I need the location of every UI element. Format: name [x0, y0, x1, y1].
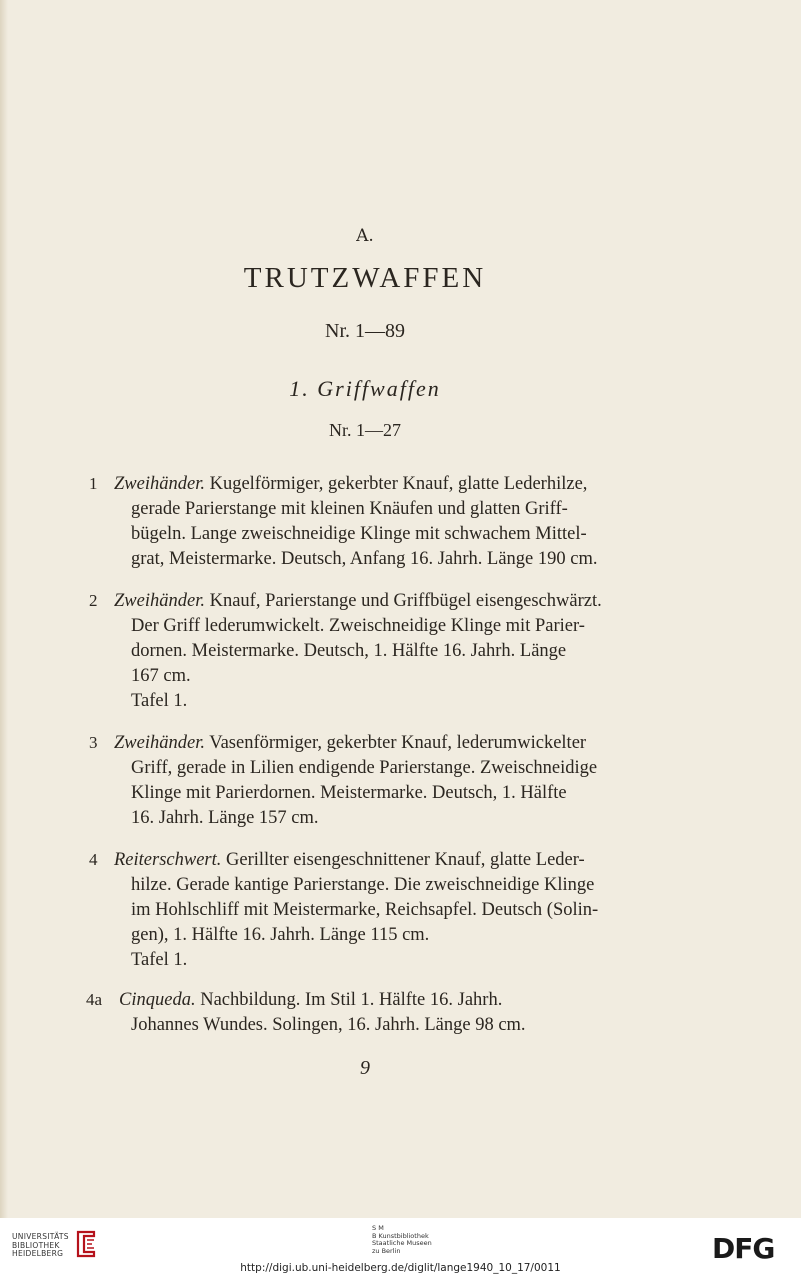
entry-first-line — [114, 733, 586, 754]
entry-name: Zweihänder. — [114, 591, 205, 611]
entry-name: Reiterschwert. — [114, 850, 222, 870]
entry-first-line — [114, 850, 585, 871]
entry-line: bügeln. Lange zweischneidige Klinge mit schwachem Mittel- — [131, 524, 587, 544]
entry-line: hilze. Gerade kantige Parierstange. Die zweischneidige Klinge — [131, 875, 595, 895]
entry-first-line — [119, 990, 502, 1011]
entry-first-line — [114, 591, 602, 612]
entry-number: 4a — [86, 990, 103, 1009]
entry-line: gerade Parierstange mit kleinen Knäufen und glatten Griff- — [131, 499, 568, 519]
entry-text: Knauf, Parierstange und Griffbügel eisengeschwärzt. — [204, 591, 602, 611]
entry-line: Klinge mit Parierdornen. Meistermarke. Deutsch, 1. Hälfte — [131, 783, 567, 803]
plate-reference: Tafel 1. — [131, 691, 188, 711]
entry-name: Zweihänder. — [114, 733, 205, 753]
entry-line: dornen. Meistermarke. Deutsch, 1. Hälfte 16. Jahrh. Länge — [131, 641, 567, 661]
entry-first-line — [114, 474, 587, 495]
entry-line: 167 cm. — [131, 666, 191, 686]
page-number: 9 — [360, 1057, 370, 1079]
dfg-logo: DFG — [712, 1232, 775, 1265]
entry-line: im Hohlschliff mit Meistermarke, Reichsapfel. Deutsch (Solin- — [131, 900, 599, 920]
library-line: Staatliche Museen — [372, 1239, 432, 1247]
entry-text: Kugelförmiger, gekerbter Knauf, glatte Lederhilze, — [204, 474, 588, 494]
university-line: UNIVERSITÄTS — [12, 1232, 69, 1241]
plate-reference: Tafel 1. — [131, 950, 188, 970]
library-line: zu Berlin — [372, 1246, 401, 1255]
entry-line: Griff, gerade in Lilien endigende Parierstange. Zweischneidige — [131, 758, 598, 778]
section-letter: A. — [356, 226, 374, 246]
university-line: BIBLIOTHEK — [12, 1240, 60, 1250]
entry-number: 1 — [89, 474, 98, 493]
subsection-range: Nr. 1—27 — [329, 420, 401, 440]
library-line: B Kunstbibliothek — [372, 1231, 429, 1240]
entry-text: Vasenförmiger, gekerbter Knauf, lederumwickelter — [204, 733, 587, 753]
entry-line: gen), 1. Hälfte 16. Jahrh. Länge 115 cm. — [131, 925, 430, 945]
library-line: S M — [372, 1224, 384, 1232]
entry-number: 2 — [89, 591, 98, 610]
library-label — [372, 1225, 432, 1255]
university-logo-icon — [74, 1228, 98, 1260]
page-title: TRUTZWAFFEN — [243, 262, 487, 294]
number-range: Nr. 1—89 — [325, 320, 405, 342]
entry-name: Zweihänder. — [114, 474, 205, 494]
entry-name: Cinqueda. — [119, 990, 196, 1010]
entry-number: 4 — [89, 850, 98, 869]
permalink[interactable]: http://digi.ub.uni-heidelberg.de/diglit/lange1940_10_17/0011 — [240, 1262, 561, 1274]
entry-line: 16. Jahrh. Länge 157 cm. — [131, 808, 319, 828]
entry-line: Johannes Wundes. Solingen, 16. Jahrh. Länge 98 cm. — [131, 1015, 526, 1035]
section-subtitle: 1. Griffwaffen — [289, 376, 441, 401]
university-line: HEIDELBERG — [12, 1249, 64, 1258]
entry-text: Gerillter eisengeschnittener Knauf, glatte Leder- — [221, 850, 585, 870]
entry-number: 3 — [89, 733, 98, 752]
entry-text: Nachbildung. Im Stil 1. Hälfte 16. Jahrh. — [195, 990, 503, 1010]
entry-line: Der Griff lederumwickelt. Zweischneidige Klinge mit Parier- — [131, 616, 585, 636]
university-library-label — [12, 1233, 69, 1259]
entry-line: grat, Meistermarke. Deutsch, Anfang 16. Jahrh. Länge 190 cm. — [131, 549, 598, 569]
